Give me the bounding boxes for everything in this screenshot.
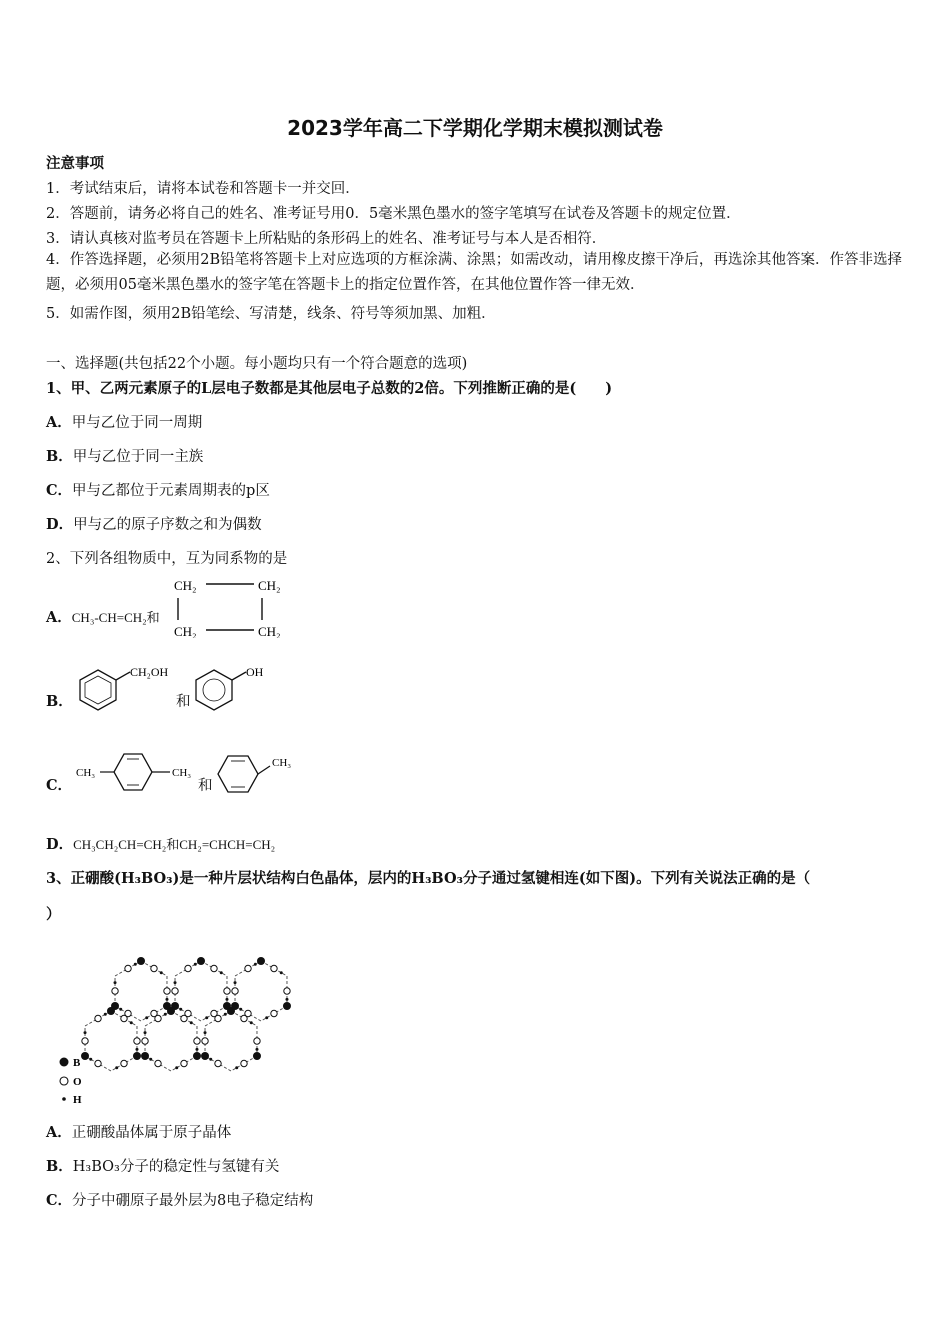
- boron-atom: [283, 1002, 291, 1010]
- hydrogen-atom: [224, 1013, 227, 1016]
- oxygen-atom: [224, 988, 230, 994]
- hydrogen-atom: [134, 963, 137, 966]
- oxygen-atom: [82, 1038, 88, 1044]
- oxygen-atom: [181, 1015, 187, 1021]
- oxygen-atom: [181, 1060, 187, 1066]
- q2-option-d: [46, 833, 275, 854]
- option-label: A．: [46, 1124, 72, 1141]
- hydrogen-atom: [195, 1048, 198, 1051]
- hydrogen-atom: [165, 998, 168, 1001]
- and-text: 和: [176, 694, 191, 710]
- hydrogen-atom: [145, 1016, 148, 1019]
- oxygen-atom: [245, 965, 251, 971]
- hydrogen-atom: [149, 1058, 152, 1061]
- propene-formula: CH₃-CH=CH₂和: [71, 610, 160, 625]
- boron-atom: [201, 1052, 209, 1060]
- hydrogen-atom: [285, 998, 288, 1001]
- option-text: 甲与乙都位于元素周期表的p区: [72, 483, 270, 499]
- option-label: C．: [46, 482, 73, 499]
- hydrogen-atom: [84, 1031, 87, 1034]
- option-label: A．: [46, 414, 72, 431]
- option-text: 甲与乙位于同一周期: [71, 415, 203, 431]
- hydrogen-atom: [174, 981, 177, 984]
- boron-atom: [133, 1052, 141, 1060]
- oxygen-atom: [121, 1015, 127, 1021]
- hydrogen-atom: [205, 1016, 208, 1019]
- hydrogen-atom: [265, 1016, 268, 1019]
- hydrogen-atom-legend-icon: [62, 1097, 66, 1101]
- note-item-2: 2．答题前，请务必将自己的姓名、准考证号用0．5毫米黑色墨水的签字笔填写在试卷及答题卡的规定位置．: [46, 206, 741, 222]
- hydrogen-atom: [204, 1031, 207, 1034]
- oxygen-atom: [151, 965, 157, 971]
- page-title: 2023学年高二下学期化学期末模拟测试卷: [287, 116, 663, 140]
- q3-option-a: [46, 1121, 231, 1142]
- oxygen-atom: [202, 1038, 208, 1044]
- oxygen-atom-legend-icon: [60, 1077, 68, 1085]
- oxygen-atom: [211, 965, 217, 971]
- q3-option-b: [46, 1155, 279, 1176]
- hydrogen-atom: [89, 1058, 92, 1061]
- option-label: B．: [46, 1158, 73, 1175]
- q1-option-d: [46, 513, 262, 534]
- oxygen-atom: [134, 1038, 140, 1044]
- q2-option-b-label: [46, 690, 73, 711]
- q2-stem: 2、下列各组物质中，互为同系物的是: [46, 551, 288, 567]
- ring-label: CH₂: [258, 578, 281, 593]
- hydrogen-atom: [255, 1048, 258, 1051]
- hydrogen-atom: [194, 963, 197, 966]
- legend-label: H: [73, 1094, 82, 1106]
- hydrogen-atom: [209, 1058, 212, 1061]
- oxygen-atom: [271, 1010, 277, 1016]
- hydrogen-atom: [190, 1021, 193, 1024]
- hydrogen-atom: [160, 971, 163, 974]
- note-item-3: 3．请认真核对监考员在答题卡上所粘贴的条形码上的姓名、准考证号与本人是否相符．: [46, 231, 607, 247]
- boron-atom: [81, 1052, 89, 1060]
- legend-label: O: [73, 1076, 82, 1088]
- hydrogen-atom: [280, 971, 283, 974]
- q1-option-b: [46, 445, 203, 466]
- hydrogen-atom: [220, 971, 223, 974]
- boron-atom: [141, 1052, 149, 1060]
- option-text: 分子中硼原子最外层为8电子稳定结构: [72, 1193, 314, 1209]
- option-label: B．: [46, 448, 73, 465]
- oxygen-atom: [172, 988, 178, 994]
- option-label: A．: [46, 609, 72, 626]
- stem-text: 分子通过氢键相连(如下图)。下列有关说法正确的是（: [462, 870, 811, 887]
- ring-label: CH₂: [174, 624, 197, 638]
- boron-atom: [197, 957, 205, 965]
- boric-acid-formula: H₃BO₃: [411, 870, 463, 887]
- hydrogen-atom: [130, 1021, 133, 1024]
- boron-atom: [257, 957, 265, 965]
- hydrogen-atom: [175, 1066, 178, 1069]
- oxygen-atom: [232, 988, 238, 994]
- hydrogen-atom: [135, 1048, 138, 1051]
- legend-label: B: [73, 1057, 81, 1069]
- oxygen-atom: [254, 1038, 260, 1044]
- hydrogen-atom: [114, 981, 117, 984]
- oxygen-atom: [241, 1060, 247, 1066]
- option-text: CH₃CH₂CH=CH₂和CH₂=CHCH=CH₂: [73, 837, 276, 852]
- substituent-label: CH₃: [272, 757, 292, 769]
- substituent-label: CH₃: [76, 767, 96, 779]
- ring-label: CH₂: [258, 624, 281, 638]
- option-text: 正硼酸晶体属于原子晶体: [71, 1125, 232, 1141]
- oxygen-atom: [185, 965, 191, 971]
- substituent-label: CH₃: [172, 767, 192, 779]
- hydrogen-atom: [225, 998, 228, 1001]
- oxygen-atom: [121, 1060, 127, 1066]
- q1-option-a: [46, 411, 202, 432]
- ring-label: CH₂: [174, 578, 197, 593]
- q3-stem-line1: [46, 867, 810, 888]
- option-label: D．: [46, 516, 74, 533]
- oxygen-atom: [142, 1038, 148, 1044]
- cyclobutane-structure: [170, 574, 300, 638]
- hydrogen-atom: [144, 1031, 147, 1034]
- boron-atom: [193, 1052, 201, 1060]
- hydrogen-atom: [235, 1066, 238, 1069]
- stem-text: 3、正硼酸(: [46, 870, 121, 887]
- boron-atom: [137, 957, 145, 965]
- oxygen-atom: [95, 1060, 101, 1066]
- oxygen-atom: [95, 1015, 101, 1021]
- boric-acid-lattice-diagram: [46, 936, 306, 1108]
- hydrogen-atom: [115, 1066, 118, 1069]
- q1-option-c: [46, 479, 270, 500]
- section-heading: 一、选择题(共包括22个小题。每小题均只有一个符合题意的选项): [46, 356, 468, 372]
- option-label: C．: [46, 777, 73, 794]
- hydrogen-atom: [250, 1021, 253, 1024]
- option-label: B．: [46, 693, 73, 710]
- hydrogen-atom: [179, 1008, 182, 1011]
- hydrogen-atom: [239, 1008, 242, 1011]
- oxygen-atom: [284, 988, 290, 994]
- oxygen-atom: [125, 965, 131, 971]
- oxygen-atom: [245, 1010, 251, 1016]
- hydrogen-atom: [234, 981, 237, 984]
- boron-atom: [231, 1002, 239, 1010]
- note-item-4: 4．作答选择题，必须用2B铅笔将答题卡上对应选项的方框涂满、涂黑；如需改动，请用橡皮擦干净后，再选涂其他答案．作答非选择题，必须用05毫米黑色墨水的签字笔在答题卡上的指定位置作答，在其他位置作答一律无效．: [46, 252, 902, 293]
- toluene-structure: [214, 750, 304, 800]
- hydrogen-atom: [164, 1013, 167, 1016]
- benzyl-alcohol-structure: [72, 664, 182, 714]
- note-item-1: 1．考试结束后，请将本试卷和答题卡一并交回．: [46, 181, 360, 197]
- hydrogen-atom: [104, 1013, 107, 1016]
- boron-atom-legend-icon: [60, 1058, 69, 1067]
- oxygen-atom: [164, 988, 170, 994]
- oxygen-atom: [215, 1060, 221, 1066]
- substituent-label: OH: [246, 665, 264, 679]
- oxygen-atom: [155, 1060, 161, 1066]
- oxygen-atom: [271, 965, 277, 971]
- boron-atom: [167, 1007, 175, 1015]
- q1-stem: 1、甲、乙两元素原子的L层电子数都是其他层电子总数的2倍。下列推断正确的是( ): [46, 380, 613, 397]
- note-item-5: 5．如需作图，须用2B铅笔绘、写清楚，线条、符号等须加黑、加粗．: [46, 306, 496, 322]
- oxygen-atom: [194, 1038, 200, 1044]
- option-label: C．: [46, 1192, 73, 1209]
- boric-acid-formula: H₃BO₃: [120, 870, 173, 887]
- boron-atom: [253, 1052, 261, 1060]
- option-label: D．: [46, 836, 74, 853]
- option-text: 甲与乙的原子序数之和为偶数: [73, 517, 262, 533]
- hydrogen-atom: [254, 963, 257, 966]
- option-text: 甲与乙位于同一主族: [72, 449, 204, 465]
- hydrogen-atom: [119, 1008, 122, 1011]
- option-text: H₃BO₃分子的稳定性与氢键有关: [72, 1159, 280, 1175]
- q3-option-c: [46, 1189, 313, 1210]
- q2-option-a: [46, 606, 160, 627]
- boron-atom: [107, 1007, 115, 1015]
- notes-heading: 注意事项: [46, 155, 104, 172]
- phenol-structure: [190, 664, 270, 714]
- stem-text: )是一种片层状结构白色晶体，层内的: [172, 870, 412, 887]
- and-text: 和: [198, 778, 213, 794]
- substituent-label: CH₂OH: [130, 665, 169, 679]
- q2-option-c-label: [46, 774, 72, 795]
- q3-stem-line2: ）: [46, 906, 61, 923]
- oxygen-atom: [112, 988, 118, 994]
- oxygen-atom: [215, 1015, 221, 1021]
- oxygen-atom: [155, 1015, 161, 1021]
- p-xylene-structure: [74, 748, 204, 798]
